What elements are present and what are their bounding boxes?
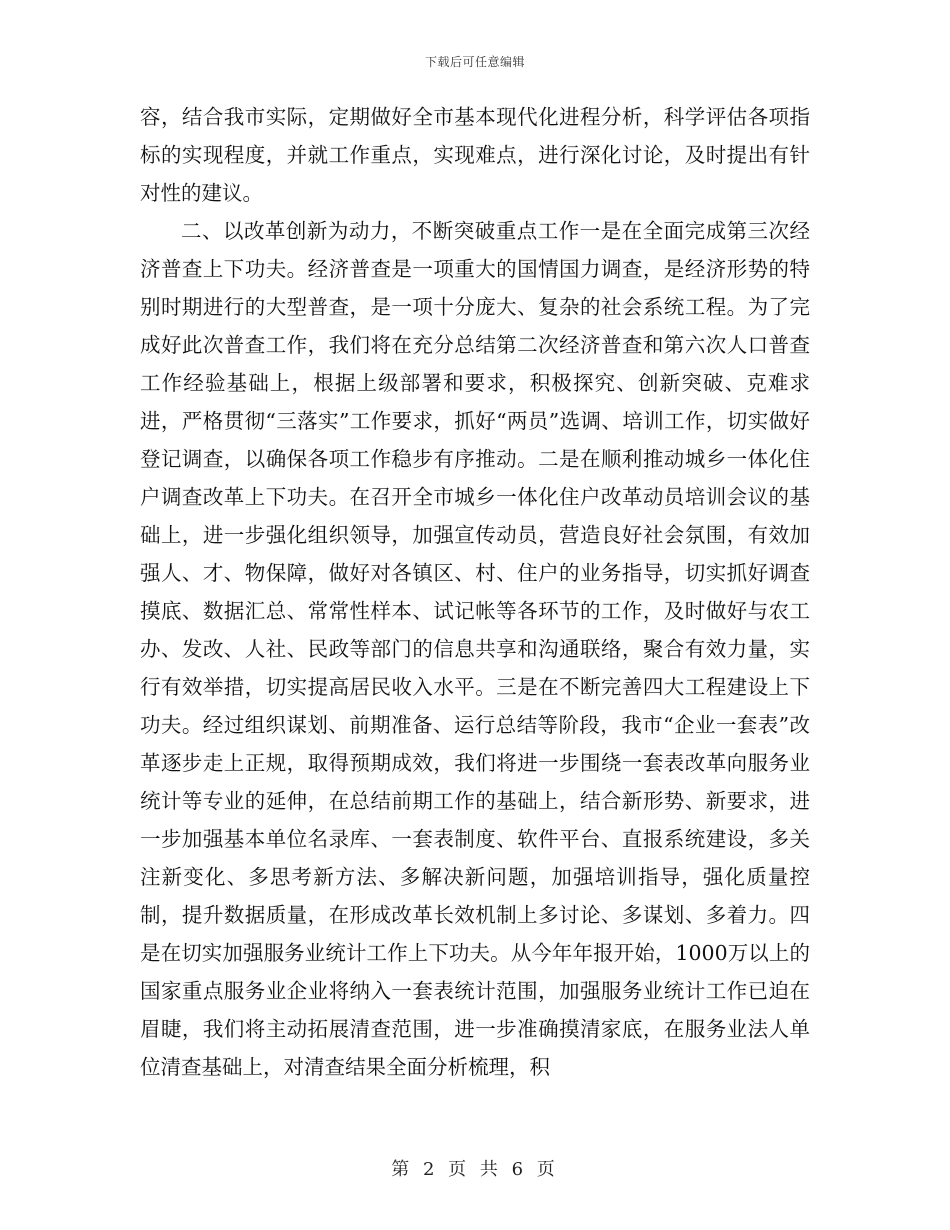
paragraph-section-two: 二、以改革创新为动力，不断突破重点工作一是在全面完成第三次经济普查上下功夫。经济普查是一项重大的国情国力调查，是经济形势的特别时期进行的大型普查，是一项十分庞大、复杂的社会系统工程。为了完成好此次普查工作，我们将在充分总结第二次经济普查和第六次人口普查工作经验基础上，根据上级部署和要求，积极探究、创新突破、克难求进，严格贯彻“三落实”工作要求，抓好“两员”选调、培训工作，切实做好登记调查，以确保各项工作稳步有序推动。二是在顺利推动城乡一体化住户调查改革上下功夫。在召开全市城乡一体化住户改革动员培训会议的基础上，进一步强化组织领导，加强宣传动员，营造良好社会氛围，有效加强人、才、物保障，做好对各镇区、村、住户的业务指导，切实抓好调查摸底、数据汇总、常常性样本、试记帐等各环节的工作，及时做好与农工办、发改、人社、民政等部门的信息共享和沟通联络，聚合有效力量，实行有效举措，切实提高居民收入水平。三是在不断完善四大工程建设上下功夫。经过组织谋划、前期准备、运行总结等阶段，我市“企业一套表”改革逐步走上正规，取得预期成效，我们将进一步围绕一套表改革向服务业统计等专业的延伸，在总结前期工作的基础上，结合新形势、新要求，进一步加强基本单位名录库、一套表制度、软件平台、直报系统建设，多关注新变化、多思考新方法、多解决新问题，加强培训指导，强化质量控制，提升数据质量，在形成改革长效机制上多讨论、多谋划、多着力。四是在切实加强服务业统计工作上下功夫。从今年年报开始，1000万以上的国家重点服务业企业将纳入一套表统计范围，加强服务业统计工作已迫在眉睫，我们将主动拓展清查范围，进一步准确摸清家底，在服务业法人单位清查基础上，对清查结果全面分析梳理，积 [140,219,810,1079]
page-header: 下载后可任意编辑 [424,55,525,69]
paragraph-continuation: 容，结合我市实际，定期做好全市基本现代化进程分析，科学评估各项指标的实现程度，并就工作重点，实现难点，进行深化讨论，及时提出有针对性的建议。 [140,105,810,205]
page-footer: 第 2 页 共 6 页 [391,1159,559,1180]
document-body [140,98,810,1086]
